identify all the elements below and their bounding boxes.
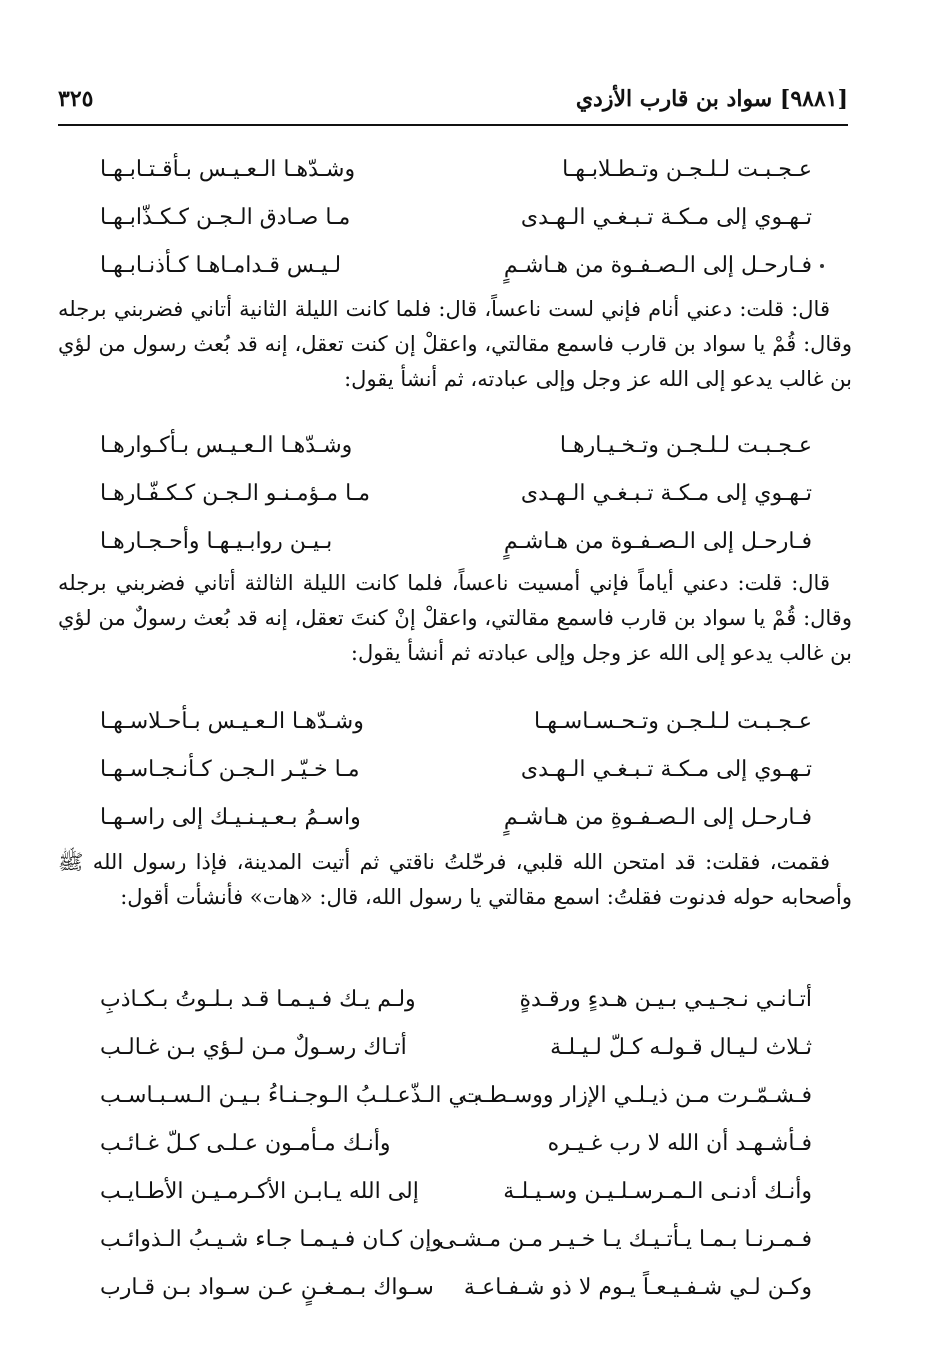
verse-second-hemistich: مـا خـيّـر الـجـن كـأنـجـاسـهـا xyxy=(100,757,360,782)
verse-first-hemistich: عـجـبـت لـلـجـن وتـطـلابـهـا xyxy=(562,157,812,182)
verse-first-hemistich: فـارحـل إلى الـصـفـوة من هـاشـمٍ xyxy=(503,253,812,278)
poem-2 xyxy=(100,428,832,572)
verse-first-hemistich: فـارحـل إلى الـصـفـوةِ من هـاشـمٍ xyxy=(503,805,812,830)
paragraph-text: قال: قلت: دعني أياماً فإني أمسيت ناعساً، فلما كانت الليلة الثالثة أتاني فضربني برجله وقال: قُمْ يا سواد بن قارب فاسمع مقالتي، واعقلْ إنْ كنتَ تعقل، إنه قد بُعث رسولٌ من لؤي بن غالب يدعو إلى الله عز وجل وإلى عبادته ثم أنشأ يقول: xyxy=(58,571,852,665)
verse-second-hemistich: وشـدّهـا الـعـيـس بـأكـوارهـا xyxy=(100,433,353,458)
verse xyxy=(100,152,832,200)
verse xyxy=(100,248,832,296)
verse-second-hemistich: وشـدّهـا الـعـيـس بـأحـلاسـهـا xyxy=(100,709,364,734)
paragraph-text: فقمت، فقلت: قد امتحن الله قلبي، فرحّلتُ ناقتي ثم أتيت المدينة، فإذا رسول الله ﷺ وأصحابه حوله فدنوت فقلتُ: اسمع مقالتي يا رسول الله، قال: «هات» فأنشأت أقول: xyxy=(58,850,852,909)
paragraph-text: قال: قلت: دعني أنام فإني لست ناعساً، قال: فلما كانت الليلة الثانية أتاني فضربني برجله وقال: قُمْ يا سواد بن قارب فاسمع مقالتي، واعقلْ إن كنت تعقل، إنه قد بُعث رسول من لؤي بن غالب يدعو إلى الله عز وجل وإلى عبادته، ثم أنشأ يقول: xyxy=(58,297,852,391)
verse-second-hemistich: بـي الـذّعـلـبُ الـوجـنـاءُ بـيـن الـسـبـاسـب xyxy=(100,1083,480,1108)
verse xyxy=(100,982,832,1030)
verse-second-hemistich: ولـم يـك فـيـمـا قـد بـلـوتُ بـكـاذبِ xyxy=(100,987,416,1012)
verse xyxy=(100,1126,832,1174)
verse-second-hemistich: واسـمُ بـعـيـنـيـك إلى راسـهـا xyxy=(100,805,361,830)
verse-second-hemistich: مـا صـادق الـجـن كـكـذّابـهـا xyxy=(100,205,351,230)
page-header xyxy=(58,84,848,126)
verse-first-hemistich: فـارحـل إلى الـصـفـوة من هـاشـمٍ xyxy=(503,529,812,554)
verse-first-hemistich: فـأشـهـد أن الله لا رب غـيـره xyxy=(547,1131,812,1156)
verse xyxy=(100,476,832,524)
verse-second-hemistich: مـا مـؤمـنـو الـجـن كـكـفّـارهـا xyxy=(100,481,371,506)
prose-paragraph-2 xyxy=(58,566,852,671)
verse-first-hemistich: عـجـبـت لـلـجـن وتـخـيـارهـا xyxy=(559,433,812,458)
verse-first-hemistich: فـشـمّـرت مـن ذيـلـي الإزار ووسـطـت xyxy=(461,1083,812,1108)
page-number: ٣٢٥ xyxy=(58,86,94,112)
verse-second-hemistich: إلى الله يـابـن الأكـرمـيـن الأطـايـب xyxy=(100,1179,419,1204)
verse xyxy=(100,428,832,476)
verse xyxy=(100,1030,832,1078)
verse xyxy=(100,1270,832,1318)
verse xyxy=(100,800,832,848)
verse-second-hemistich: لـيـس قـدامـاهـا كـأذنـابـهـا xyxy=(100,253,342,278)
verse-first-hemistich: تـهـوي إلى مـكـة تـبـغـي الـهـدى xyxy=(520,205,812,230)
verse xyxy=(100,752,832,800)
verse-first-hemistich: ثـلاث لـيـال قـولـه كـلّ لـيـلـة xyxy=(550,1035,812,1060)
verse xyxy=(100,1078,832,1126)
poem-1 xyxy=(100,152,832,296)
verse-first-hemistich: فـمـرنـا بـمـا يـأتـيـك يـا خـيـر مـن مـشـى xyxy=(438,1227,812,1252)
prose-paragraph-1 xyxy=(58,292,852,397)
verse-second-hemistich: وشـدّهـا الـعـيـس بـأقـتـابـهـا xyxy=(100,157,356,182)
verse-first-hemistich: تـهـوي إلى مـكـة تـبـغـي الـهـدى xyxy=(520,757,812,782)
verse-second-hemistich: وإن كـان فـيـمـا جـاء شـيـبُ الـذوائـب xyxy=(100,1227,442,1252)
verse-first-hemistich: وأنـك أدنـى الـمـرسـلـيـن وسـيـلـة xyxy=(503,1179,812,1204)
poem-3 xyxy=(100,704,832,848)
running-title: [٩٨٨١] سواد بن قارب الأزدي xyxy=(575,86,848,112)
verse xyxy=(100,524,832,572)
verse-first-hemistich: أتـانـي نـجـيـي بـيـن هـدءٍ ورقـدةٍ xyxy=(519,987,812,1012)
verse xyxy=(100,704,832,752)
poem-4 xyxy=(100,982,832,1318)
verse-first-hemistich: وكـن لـي شـفـيـعـاً يـوم لا ذو شـفـاعـة xyxy=(463,1275,812,1300)
verse-second-hemistich: بـيـن روابـيـهـا وأحـجـارهـا xyxy=(100,529,333,554)
print-speck xyxy=(820,264,824,268)
verse-second-hemistich: وأنـك مـأمـون عـلـى كـلّ غـائـب xyxy=(100,1131,391,1156)
verse xyxy=(100,1174,832,1222)
verse xyxy=(100,1222,832,1270)
verse-first-hemistich: تـهـوي إلى مـكـة تـبـغـي الـهـدى xyxy=(520,481,812,506)
verse-second-hemistich: أتـاك رسـولٌ مـن لـؤي بـن غـالـب xyxy=(100,1035,407,1060)
verse-second-hemistich: سـواك بـمـغـنٍ عـن سـواد بـن قـارب xyxy=(100,1275,434,1300)
verse-first-hemistich: عـجـبـت لـلـجـن وتـحـسـاسـهـا xyxy=(534,709,812,734)
prose-paragraph-3 xyxy=(58,845,852,915)
verse xyxy=(100,200,832,248)
